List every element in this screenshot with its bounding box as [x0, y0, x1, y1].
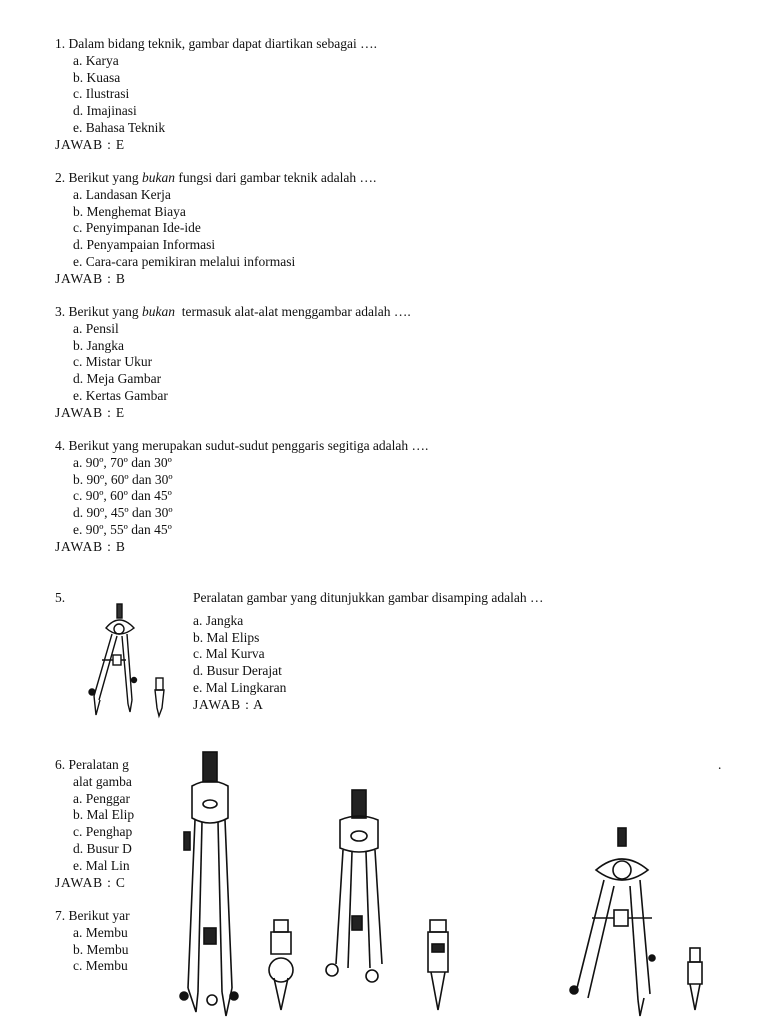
- question-3: [55, 304, 411, 422]
- option: e. Cara-cara pemikiran melalui informasi: [73, 253, 296, 269]
- option: b. Mal Elip: [73, 807, 135, 823]
- question-stem: 3. Berikut yang bukan termasuk alat-alat menggambar adalah ….: [55, 304, 411, 319]
- compass-set-svg: [140, 748, 718, 1024]
- option: a. Membu: [73, 924, 128, 940]
- question-4: [55, 438, 428, 556]
- option: e. Mal Lin: [73, 857, 130, 873]
- option: a. Karya: [73, 52, 119, 68]
- option: c. Penghap: [73, 824, 133, 840]
- option: d. Meja Gambar: [73, 371, 162, 387]
- pencil-lead-icon: [269, 920, 293, 1010]
- compass-bow-icon: [570, 828, 655, 1016]
- question-7: [55, 908, 130, 975]
- option: d. Imajinasi: [73, 103, 137, 119]
- option: c. Mal Kurva: [193, 646, 265, 662]
- compass-large-icon: [180, 752, 238, 1016]
- question-stem: Peralatan gambar yang ditunjukkan gambar disamping adalah …: [193, 590, 544, 605]
- pen-insert-icon: [428, 920, 448, 1010]
- question-stem: 7. Berikut yar: [55, 908, 130, 923]
- question-2: [55, 170, 376, 288]
- option: b. Jangka: [73, 337, 124, 353]
- option: b. Kuasa: [73, 69, 121, 85]
- option: c. Membu: [73, 958, 128, 974]
- answer-key: JAWAB : E: [55, 404, 125, 420]
- compass-medium-icon: [326, 790, 382, 982]
- option: c. Mistar Ukur: [73, 354, 153, 370]
- option: b. Membu: [73, 941, 129, 957]
- option: a. Jangka: [193, 612, 244, 628]
- option: e. 90º, 55º dan 45º: [73, 521, 172, 537]
- option: c. Ilustrasi: [73, 86, 130, 102]
- question-stem-line2: alat gamba: [73, 773, 132, 789]
- option: d. 90º, 45º dan 30º: [73, 505, 173, 521]
- option: b. Menghemat Biaya: [73, 203, 186, 219]
- answer-key: JAWAB : C: [55, 874, 126, 890]
- option: e. Bahasa Teknik: [73, 119, 166, 135]
- option: d. Penyampaian Informasi: [73, 237, 216, 253]
- option: b. Mal Elips: [193, 629, 260, 645]
- compass-set-figure: [140, 748, 718, 1024]
- question-5-number: 5.: [55, 590, 66, 605]
- answer-key: JAWAB : B: [55, 538, 126, 554]
- question-5: [193, 590, 544, 714]
- option: a. 90º, 70º dan 30º: [73, 454, 172, 470]
- answer-key: JAWAB : E: [55, 136, 125, 152]
- option: a. Penggar: [73, 790, 130, 806]
- option: c. 90º, 60º dan 45º: [73, 488, 172, 504]
- option: d. Busur Derajat: [193, 663, 282, 679]
- question-stem: 6. Peralatan g: [55, 757, 129, 772]
- question-1: [55, 36, 377, 154]
- question-6: [55, 757, 134, 891]
- pencil-lead-icon: [688, 948, 702, 1010]
- question-stem: 2. Berikut yang bukan fungsi dari gambar teknik adalah ….: [55, 170, 377, 185]
- option: a. Landasan Kerja: [73, 186, 171, 202]
- option: e. Mal Lingkaran: [193, 679, 287, 695]
- answer-key: JAWAB : A: [193, 696, 264, 712]
- option: e. Kertas Gambar: [73, 387, 168, 403]
- question-stem: 4. Berikut yang merupakan sudut-sudut penggaris segitiga adalah ….: [55, 438, 429, 453]
- option: a. Pensil: [73, 320, 119, 336]
- option: b. 90º, 60º dan 30º: [73, 471, 173, 487]
- question-stem: 1. Dalam bidang teknik, gambar dapat diartikan sebagai ….: [55, 36, 378, 51]
- question-6-tail: .: [718, 757, 722, 772]
- option: d. Busur D: [73, 840, 132, 856]
- option: c. Penyimpanan Ide-ide: [73, 220, 201, 236]
- compass-small-icon: [84, 600, 174, 720]
- answer-key: JAWAB : B: [55, 270, 126, 286]
